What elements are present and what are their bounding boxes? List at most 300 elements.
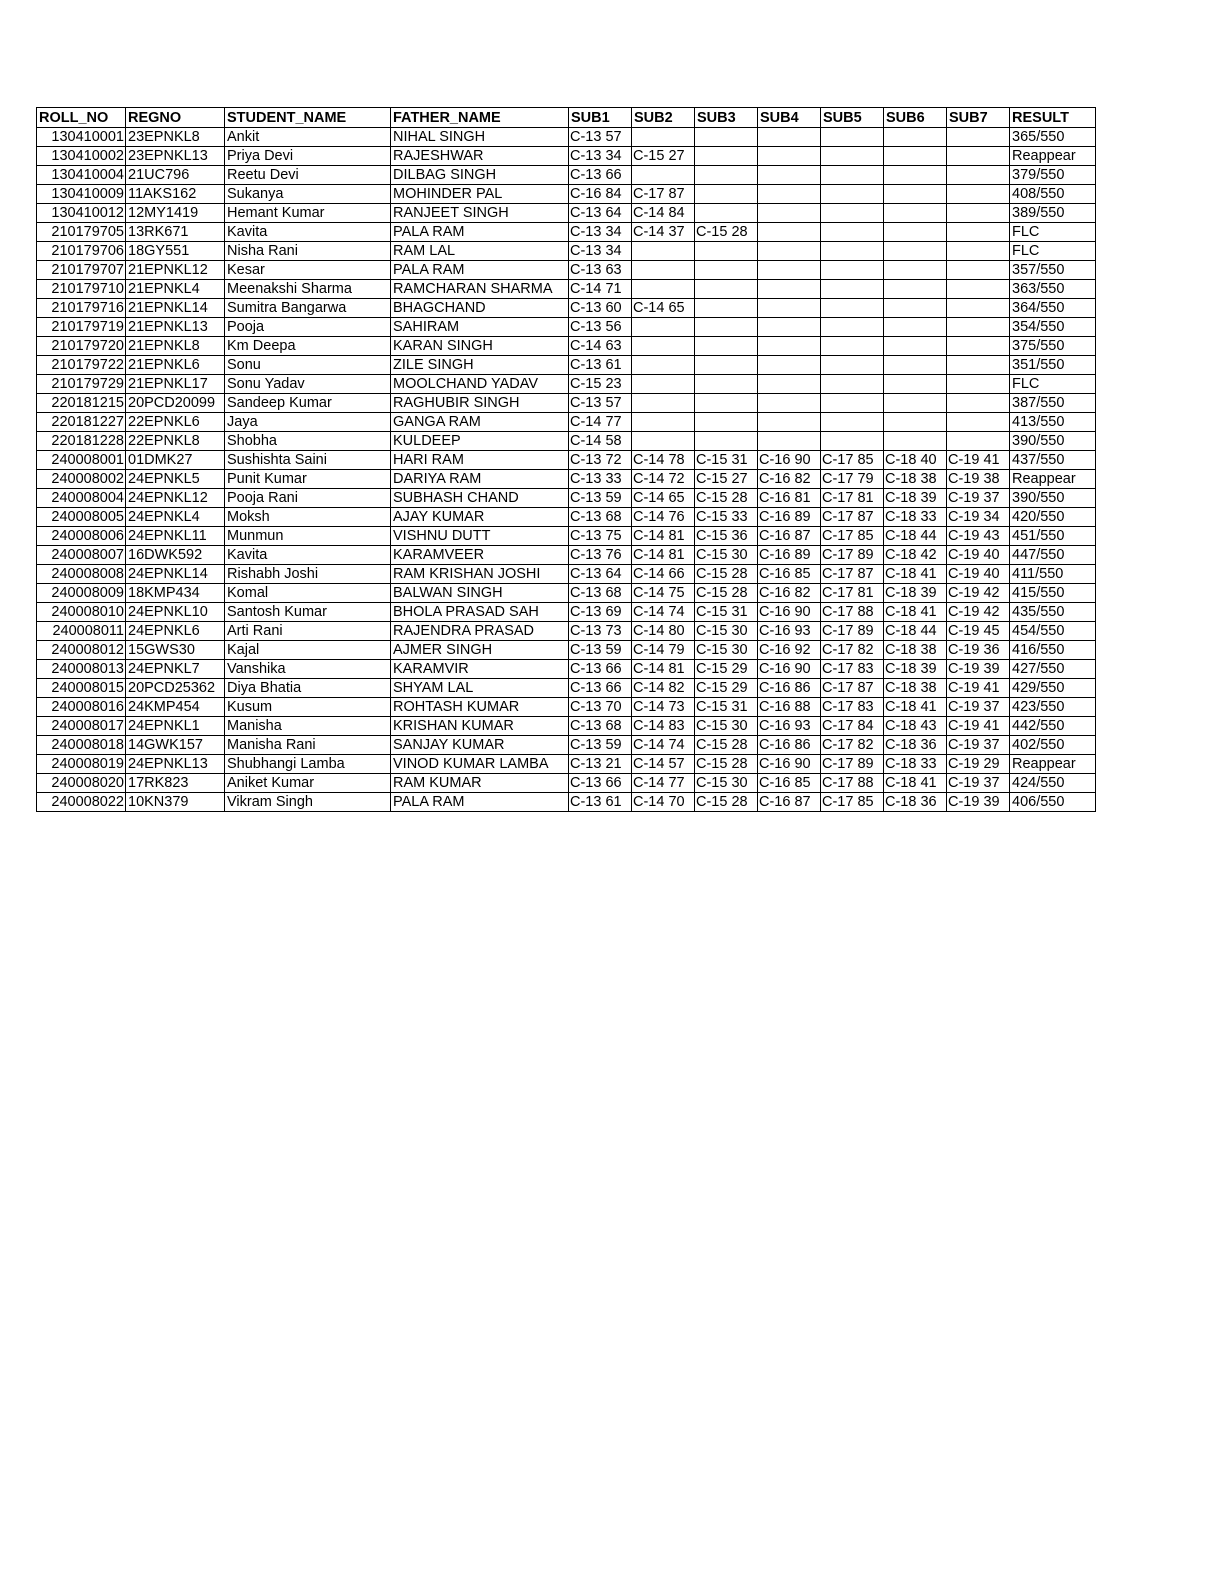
cell-regno: 18GY551 (126, 242, 225, 261)
cell-result: 435/550 (1010, 603, 1096, 622)
cell-sub2 (632, 394, 695, 413)
cell-sub6: C-18 39 (884, 584, 947, 603)
cell-sub6: C-18 38 (884, 641, 947, 660)
cell-sub3: C-15 30 (695, 717, 758, 736)
cell-father-name: VINOD KUMAR LAMBA (391, 755, 569, 774)
cell-sub1: C-13 61 (569, 356, 632, 375)
cell-sub1: C-13 75 (569, 527, 632, 546)
cell-result: Reappear (1010, 755, 1096, 774)
cell-regno: 23EPNKL13 (126, 147, 225, 166)
cell-sub1: C-13 34 (569, 242, 632, 261)
cell-sub4: C-16 86 (758, 679, 821, 698)
cell-sub4: C-16 82 (758, 584, 821, 603)
cell-result: 389/550 (1010, 204, 1096, 223)
cell-student-name: Diya Bhatia (225, 679, 391, 698)
cell-sub6: C-18 33 (884, 755, 947, 774)
cell-sub7: C-19 39 (947, 793, 1010, 812)
table-row (37, 299, 1096, 318)
cell-sub4 (758, 394, 821, 413)
cell-father-name: RAMCHARAN SHARMA (391, 280, 569, 299)
cell-student-name: Hemant Kumar (225, 204, 391, 223)
cell-sub5 (821, 299, 884, 318)
cell-student-name: Kavita (225, 223, 391, 242)
cell-regno: 24EPNKL5 (126, 470, 225, 489)
cell-regno: 01DMK27 (126, 451, 225, 470)
cell-sub5 (821, 128, 884, 147)
cell-result: 415/550 (1010, 584, 1096, 603)
cell-sub3: C-15 31 (695, 451, 758, 470)
cell-result: 379/550 (1010, 166, 1096, 185)
cell-sub4: C-16 90 (758, 660, 821, 679)
cell-sub7 (947, 375, 1010, 394)
cell-sub3 (695, 318, 758, 337)
cell-sub4: C-16 93 (758, 717, 821, 736)
cell-sub2 (632, 261, 695, 280)
cell-sub1: C-13 34 (569, 147, 632, 166)
cell-sub4 (758, 413, 821, 432)
cell-sub7 (947, 432, 1010, 451)
cell-sub4 (758, 261, 821, 280)
cell-student-name: Santosh Kumar (225, 603, 391, 622)
cell-sub4 (758, 432, 821, 451)
cell-sub1: C-13 73 (569, 622, 632, 641)
cell-sub3 (695, 394, 758, 413)
cell-sub5 (821, 166, 884, 185)
cell-father-name: RAM KUMAR (391, 774, 569, 793)
cell-regno: 15GWS30 (126, 641, 225, 660)
table-row (37, 698, 1096, 717)
cell-roll-no: 130410004 (37, 166, 126, 185)
cell-result: 413/550 (1010, 413, 1096, 432)
cell-student-name: Vanshika (225, 660, 391, 679)
cell-roll-no: 210179705 (37, 223, 126, 242)
cell-sub3: C-15 30 (695, 622, 758, 641)
cell-sub3: C-15 28 (695, 793, 758, 812)
cell-sub1: C-13 60 (569, 299, 632, 318)
cell-sub4: C-16 90 (758, 755, 821, 774)
cell-regno: 16DWK592 (126, 546, 225, 565)
cell-father-name: PALA RAM (391, 261, 569, 280)
cell-sub5 (821, 375, 884, 394)
cell-sub5: C-17 89 (821, 622, 884, 641)
cell-result: 442/550 (1010, 717, 1096, 736)
cell-sub1: C-13 59 (569, 641, 632, 660)
cell-result: 408/550 (1010, 185, 1096, 204)
cell-sub4 (758, 223, 821, 242)
cell-roll-no: 130410002 (37, 147, 126, 166)
cell-student-name: Kajal (225, 641, 391, 660)
cell-student-name: Sonu (225, 356, 391, 375)
cell-sub7: C-19 45 (947, 622, 1010, 641)
cell-sub5 (821, 413, 884, 432)
cell-regno: 24EPNKL4 (126, 508, 225, 527)
cell-sub7: C-19 41 (947, 717, 1010, 736)
cell-sub1: C-14 58 (569, 432, 632, 451)
cell-father-name: RANJEET SINGH (391, 204, 569, 223)
cell-sub5: C-17 89 (821, 546, 884, 565)
cell-result: 416/550 (1010, 641, 1096, 660)
cell-roll-no: 210179710 (37, 280, 126, 299)
cell-father-name: AJMER SINGH (391, 641, 569, 660)
cell-roll-no: 240008016 (37, 698, 126, 717)
cell-sub7 (947, 318, 1010, 337)
table-row (37, 546, 1096, 565)
cell-sub7 (947, 280, 1010, 299)
cell-sub7: C-19 36 (947, 641, 1010, 660)
cell-roll-no: 210179707 (37, 261, 126, 280)
cell-sub4 (758, 280, 821, 299)
cell-sub2: C-14 72 (632, 470, 695, 489)
cell-sub7: C-19 37 (947, 698, 1010, 717)
table-row (37, 565, 1096, 584)
cell-regno: 24EPNKL1 (126, 717, 225, 736)
cell-sub7: C-19 40 (947, 546, 1010, 565)
cell-sub3: C-15 31 (695, 603, 758, 622)
cell-sub1: C-13 21 (569, 755, 632, 774)
cell-roll-no: 240008022 (37, 793, 126, 812)
cell-sub3 (695, 413, 758, 432)
cell-sub2: C-14 74 (632, 736, 695, 755)
cell-sub5: C-17 85 (821, 527, 884, 546)
cell-result: 364/550 (1010, 299, 1096, 318)
cell-sub7: C-19 37 (947, 736, 1010, 755)
cell-student-name: Pooja Rani (225, 489, 391, 508)
cell-sub3 (695, 337, 758, 356)
cell-sub2: C-14 81 (632, 546, 695, 565)
cell-sub1: C-13 59 (569, 736, 632, 755)
cell-sub6 (884, 185, 947, 204)
cell-sub3: C-15 28 (695, 584, 758, 603)
cell-sub3: C-15 28 (695, 223, 758, 242)
cell-student-name: Manisha Rani (225, 736, 391, 755)
table-row (37, 584, 1096, 603)
cell-sub1: C-13 66 (569, 660, 632, 679)
cell-roll-no: 240008010 (37, 603, 126, 622)
column-header-roll-no: ROLL_NO (37, 108, 126, 128)
cell-sub4: C-16 89 (758, 508, 821, 527)
cell-sub2: C-14 76 (632, 508, 695, 527)
cell-sub1: C-13 66 (569, 679, 632, 698)
cell-sub6: C-18 38 (884, 470, 947, 489)
cell-sub4 (758, 299, 821, 318)
cell-result: 357/550 (1010, 261, 1096, 280)
table-row (37, 527, 1096, 546)
cell-father-name: PALA RAM (391, 223, 569, 242)
cell-father-name: HARI RAM (391, 451, 569, 470)
cell-sub5 (821, 185, 884, 204)
cell-sub6: C-18 43 (884, 717, 947, 736)
cell-sub4 (758, 185, 821, 204)
table-header (37, 108, 1096, 128)
cell-sub7: C-19 42 (947, 584, 1010, 603)
cell-regno: 11AKS162 (126, 185, 225, 204)
table-body (37, 128, 1096, 812)
cell-father-name: KARAN SINGH (391, 337, 569, 356)
table-row (37, 736, 1096, 755)
cell-sub5: C-17 87 (821, 679, 884, 698)
cell-sub5: C-17 87 (821, 565, 884, 584)
cell-sub1: C-13 68 (569, 508, 632, 527)
cell-sub1: C-13 33 (569, 470, 632, 489)
table-row (37, 261, 1096, 280)
cell-sub4 (758, 337, 821, 356)
cell-sub7 (947, 128, 1010, 147)
cell-sub2: C-14 73 (632, 698, 695, 717)
cell-regno: 13RK671 (126, 223, 225, 242)
cell-father-name: SANJAY KUMAR (391, 736, 569, 755)
column-header-sub6: SUB6 (884, 108, 947, 128)
cell-sub2: C-14 65 (632, 489, 695, 508)
cell-roll-no: 240008013 (37, 660, 126, 679)
cell-roll-no: 240008004 (37, 489, 126, 508)
table-row (37, 451, 1096, 470)
cell-sub5: C-17 84 (821, 717, 884, 736)
cell-roll-no: 240008005 (37, 508, 126, 527)
cell-sub5: C-17 83 (821, 660, 884, 679)
cell-sub2: C-14 74 (632, 603, 695, 622)
cell-regno: 24KMP454 (126, 698, 225, 717)
cell-sub4 (758, 242, 821, 261)
cell-sub1: C-13 64 (569, 565, 632, 584)
cell-sub3: C-15 28 (695, 565, 758, 584)
cell-roll-no: 240008017 (37, 717, 126, 736)
cell-sub2: C-14 78 (632, 451, 695, 470)
cell-sub6 (884, 413, 947, 432)
cell-result: 402/550 (1010, 736, 1096, 755)
cell-student-name: Sumitra Bangarwa (225, 299, 391, 318)
cell-sub5: C-17 85 (821, 451, 884, 470)
table-row (37, 432, 1096, 451)
cell-sub7 (947, 337, 1010, 356)
table-row (37, 280, 1096, 299)
cell-sub7 (947, 356, 1010, 375)
cell-sub6 (884, 394, 947, 413)
column-header-sub4: SUB4 (758, 108, 821, 128)
cell-sub3 (695, 128, 758, 147)
cell-sub2: C-14 70 (632, 793, 695, 812)
cell-sub5: C-17 82 (821, 641, 884, 660)
header-row (37, 108, 1096, 128)
cell-student-name: Sukanya (225, 185, 391, 204)
cell-sub7 (947, 299, 1010, 318)
cell-student-name: Moksh (225, 508, 391, 527)
cell-student-name: Sushishta Saini (225, 451, 391, 470)
cell-sub2: C-14 77 (632, 774, 695, 793)
cell-result: 351/550 (1010, 356, 1096, 375)
cell-sub2 (632, 128, 695, 147)
cell-sub2: C-14 84 (632, 204, 695, 223)
column-header-sub3: SUB3 (695, 108, 758, 128)
cell-regno: 18KMP434 (126, 584, 225, 603)
cell-roll-no: 240008012 (37, 641, 126, 660)
cell-sub1: C-13 63 (569, 261, 632, 280)
cell-roll-no: 220181228 (37, 432, 126, 451)
cell-roll-no: 210179719 (37, 318, 126, 337)
cell-student-name: Kusum (225, 698, 391, 717)
cell-sub6: C-18 41 (884, 774, 947, 793)
cell-sub4: C-16 85 (758, 565, 821, 584)
cell-student-name: Munmun (225, 527, 391, 546)
column-header-sub5: SUB5 (821, 108, 884, 128)
cell-student-name: Kavita (225, 546, 391, 565)
table-row (37, 774, 1096, 793)
cell-sub1: C-13 76 (569, 546, 632, 565)
cell-roll-no: 240008015 (37, 679, 126, 698)
cell-student-name: Kesar (225, 261, 391, 280)
cell-sub6 (884, 166, 947, 185)
cell-sub5 (821, 204, 884, 223)
cell-sub4 (758, 147, 821, 166)
cell-father-name: KULDEEP (391, 432, 569, 451)
cell-sub1: C-13 69 (569, 603, 632, 622)
cell-regno: 24EPNKL10 (126, 603, 225, 622)
table-row (37, 470, 1096, 489)
cell-sub6: C-18 41 (884, 603, 947, 622)
cell-sub5: C-17 83 (821, 698, 884, 717)
cell-sub5 (821, 223, 884, 242)
cell-roll-no: 130410001 (37, 128, 126, 147)
cell-student-name: Arti Rani (225, 622, 391, 641)
cell-sub3: C-15 30 (695, 641, 758, 660)
cell-sub3 (695, 356, 758, 375)
cell-sub2: C-14 81 (632, 660, 695, 679)
cell-sub4: C-16 87 (758, 793, 821, 812)
cell-sub2: C-14 57 (632, 755, 695, 774)
cell-sub5 (821, 432, 884, 451)
column-header-father-name: FATHER_NAME (391, 108, 569, 128)
cell-regno: 24EPNKL13 (126, 755, 225, 774)
cell-sub5: C-17 88 (821, 603, 884, 622)
table-row (37, 318, 1096, 337)
cell-roll-no: 130410012 (37, 204, 126, 223)
cell-sub7 (947, 204, 1010, 223)
cell-father-name: KRISHAN KUMAR (391, 717, 569, 736)
cell-student-name: Vikram Singh (225, 793, 391, 812)
cell-sub3: C-15 27 (695, 470, 758, 489)
cell-sub5: C-17 82 (821, 736, 884, 755)
cell-student-name: Reetu Devi (225, 166, 391, 185)
cell-sub7 (947, 242, 1010, 261)
table-row (37, 204, 1096, 223)
table-row (37, 793, 1096, 812)
cell-sub6: C-18 40 (884, 451, 947, 470)
cell-sub3 (695, 280, 758, 299)
cell-father-name: AJAY KUMAR (391, 508, 569, 527)
cell-sub3: C-15 28 (695, 755, 758, 774)
cell-sub5 (821, 394, 884, 413)
cell-sub5 (821, 280, 884, 299)
cell-result: 427/550 (1010, 660, 1096, 679)
cell-father-name: GANGA RAM (391, 413, 569, 432)
cell-student-name: Km Deepa (225, 337, 391, 356)
cell-father-name: SAHIRAM (391, 318, 569, 337)
cell-student-name: Manisha (225, 717, 391, 736)
cell-student-name: Ankit (225, 128, 391, 147)
cell-sub5 (821, 356, 884, 375)
cell-roll-no: 130410009 (37, 185, 126, 204)
cell-sub2: C-17 87 (632, 185, 695, 204)
cell-sub3: C-15 30 (695, 774, 758, 793)
table-row (37, 337, 1096, 356)
cell-sub2: C-14 37 (632, 223, 695, 242)
cell-sub5 (821, 242, 884, 261)
column-header-result: RESULT (1010, 108, 1096, 128)
table-row (37, 641, 1096, 660)
cell-student-name: Punit Kumar (225, 470, 391, 489)
cell-sub2: C-14 79 (632, 641, 695, 660)
cell-sub3 (695, 204, 758, 223)
cell-result: 423/550 (1010, 698, 1096, 717)
cell-sub2 (632, 356, 695, 375)
cell-roll-no: 210179729 (37, 375, 126, 394)
cell-sub2: C-14 66 (632, 565, 695, 584)
cell-sub6: C-18 39 (884, 489, 947, 508)
cell-sub5: C-17 85 (821, 793, 884, 812)
cell-sub1: C-15 23 (569, 375, 632, 394)
cell-sub6 (884, 261, 947, 280)
cell-sub3 (695, 375, 758, 394)
cell-father-name: RAJESHWAR (391, 147, 569, 166)
cell-regno: 24EPNKL7 (126, 660, 225, 679)
column-header-regno: REGNO (126, 108, 225, 128)
cell-sub1: C-16 84 (569, 185, 632, 204)
cell-roll-no: 240008020 (37, 774, 126, 793)
cell-result: 424/550 (1010, 774, 1096, 793)
cell-roll-no: 240008011 (37, 622, 126, 641)
cell-sub2: C-14 80 (632, 622, 695, 641)
cell-sub5: C-17 87 (821, 508, 884, 527)
cell-sub1: C-13 68 (569, 717, 632, 736)
cell-father-name: RAJENDRA PRASAD (391, 622, 569, 641)
cell-result: 429/550 (1010, 679, 1096, 698)
cell-roll-no: 220181227 (37, 413, 126, 432)
cell-regno: 20PCD25362 (126, 679, 225, 698)
cell-regno: 21EPNKL8 (126, 337, 225, 356)
cell-sub3: C-15 29 (695, 679, 758, 698)
cell-roll-no: 240008018 (37, 736, 126, 755)
cell-result: FLC (1010, 375, 1096, 394)
cell-sub6 (884, 299, 947, 318)
cell-sub7: C-19 37 (947, 489, 1010, 508)
cell-regno: 20PCD20099 (126, 394, 225, 413)
cell-sub6: C-18 38 (884, 679, 947, 698)
table-row (37, 394, 1096, 413)
cell-sub5 (821, 147, 884, 166)
cell-sub7: C-19 43 (947, 527, 1010, 546)
cell-result: 454/550 (1010, 622, 1096, 641)
cell-sub1: C-13 57 (569, 128, 632, 147)
cell-sub3 (695, 185, 758, 204)
cell-sub7 (947, 394, 1010, 413)
cell-sub2: C-14 65 (632, 299, 695, 318)
cell-roll-no: 210179722 (37, 356, 126, 375)
table-row (37, 755, 1096, 774)
cell-father-name: SHYAM LAL (391, 679, 569, 698)
cell-result: 354/550 (1010, 318, 1096, 337)
cell-sub5: C-17 89 (821, 755, 884, 774)
cell-father-name: RAGHUBIR SINGH (391, 394, 569, 413)
cell-sub1: C-13 64 (569, 204, 632, 223)
cell-sub1: C-13 57 (569, 394, 632, 413)
cell-sub7 (947, 185, 1010, 204)
cell-father-name: VISHNU DUTT (391, 527, 569, 546)
cell-roll-no: 210179716 (37, 299, 126, 318)
cell-sub6: C-18 33 (884, 508, 947, 527)
cell-sub5: C-17 81 (821, 489, 884, 508)
cell-result: 420/550 (1010, 508, 1096, 527)
cell-student-name: Jaya (225, 413, 391, 432)
cell-sub2: C-14 83 (632, 717, 695, 736)
